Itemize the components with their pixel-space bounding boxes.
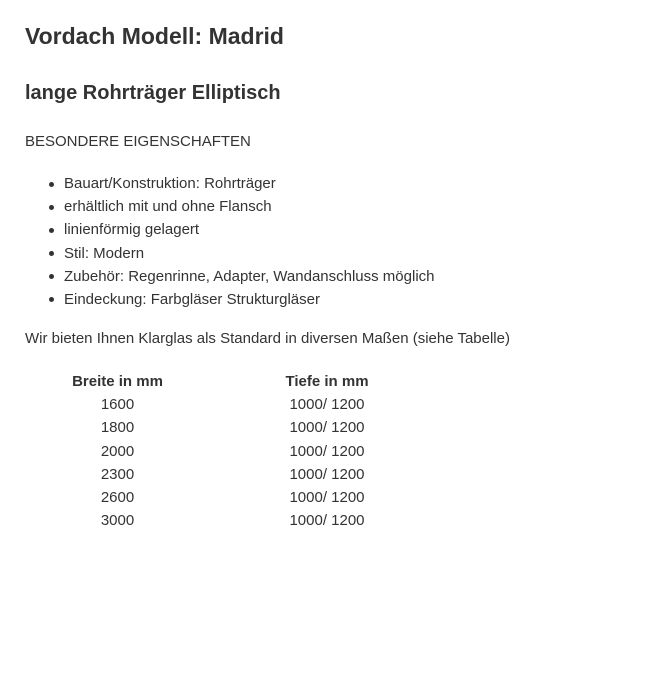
page-subtitle: lange Rohrträger Elliptisch — [25, 82, 281, 104]
cell-width: 2600 — [100, 489, 135, 507]
cell-width: 2000 — [100, 442, 135, 460]
cell-width: 1600 — [100, 396, 135, 414]
size-table — [60, 370, 375, 532]
column-spacer — [175, 370, 279, 393]
feature-item: Bauart/Konstruktion: Rohrträger — [25, 173, 435, 196]
section-label: BESONDERE EIGENSCHAFTEN — [25, 133, 251, 150]
intro-text: Wir bieten Ihnen Klarglas als Standard in diversen Maßen (siehe Tabelle) — [25, 330, 510, 347]
table-row — [60, 509, 375, 532]
column-spacer — [175, 486, 279, 509]
feature-item: erhältlich mit und ohne Flansch — [25, 196, 435, 219]
cell-width: 1800 — [100, 419, 135, 437]
table-row — [60, 416, 375, 439]
cell-depth: 1000/ 1200 — [289, 442, 365, 460]
feature-item: Eindeckung: Farbgläser Strukturgläser — [25, 289, 435, 312]
column-spacer — [175, 393, 279, 416]
cell-depth: 1000/ 1200 — [289, 419, 365, 437]
table-row — [60, 486, 375, 509]
cell-depth: 1000/ 1200 — [289, 489, 365, 507]
feature-item: Stil: Modern — [25, 243, 435, 266]
table-row — [60, 393, 375, 416]
feature-item: Zubehör: Regenrinne, Adapter, Wandanschluss möglich — [25, 266, 435, 289]
page-title: Vordach Modell: Madrid — [25, 23, 284, 49]
table-row — [60, 463, 375, 486]
cell-width: 3000 — [100, 512, 135, 530]
feature-list — [25, 173, 435, 312]
cell-depth: 1000/ 1200 — [289, 396, 365, 414]
column-spacer — [175, 440, 279, 463]
table-row — [60, 440, 375, 463]
table-header-row — [60, 370, 375, 393]
cell-width: 2300 — [100, 465, 135, 483]
cell-depth: 1000/ 1200 — [289, 465, 365, 483]
column-spacer — [175, 463, 279, 486]
header-depth: Tiefe in mm — [285, 373, 369, 390]
column-spacer — [175, 509, 279, 532]
header-width: Breite in mm — [72, 373, 163, 390]
column-spacer — [175, 416, 279, 439]
cell-depth: 1000/ 1200 — [289, 512, 365, 530]
feature-item: linienförmig gelagert — [25, 219, 435, 242]
